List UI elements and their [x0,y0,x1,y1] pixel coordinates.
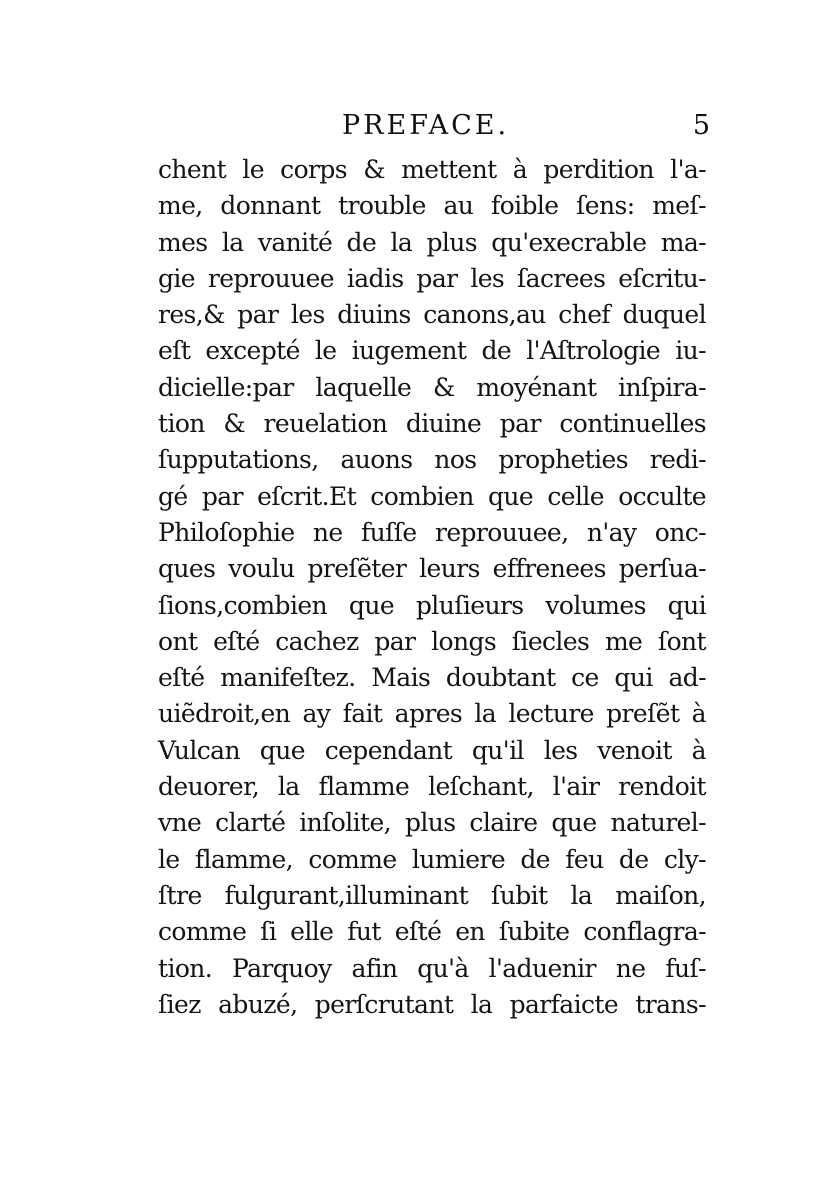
text-line: tion & reuelation diuine par continuelles [158,409,706,439]
text-line: Vulcan que cependant qu'il les venoit à [158,735,706,765]
text-line: gé par eſcrit.Et combien que celle occulte [158,481,706,511]
body-text [158,152,706,1023]
text-line: Philoſophie ne fuſſe reprouuee, n'ay onc- [158,517,706,547]
text-line: uiẽdroit,en ay fait apres la lecture preſẽt à [158,699,706,729]
text-line: tion. Parquoy afin qu'à l'aduenir ne fuſ- [158,953,706,983]
text-line: comme ſi elle fut eſté en ſubite conflagra- [158,917,706,947]
text-line: le flamme, comme lumiere de feu de cly- [158,844,706,874]
running-head: PREFACE. [342,110,510,141]
page-number: 5 [692,110,710,141]
text-line: chent le corps & mettent à perdition l'a- [158,155,706,184]
page-header [150,108,710,150]
text-line: mes la vanité de la plus qu'execrable ma- [158,227,706,257]
text-line: eſté manifeſtez. Mais doubtant ce qui ad- [158,663,706,693]
text-line: ſupputations, auons nos propheties redi- [158,445,706,475]
text-line: dicielle:par laquelle & moyénant inſpira- [158,372,706,402]
text-line: me, donnant trouble au foible ſens: meſ- [158,191,706,221]
text-line: ont eſté cachez par longs ſiecles me ſont [158,626,706,656]
text-line: ſiez abuzé, perſcrutant la parfaicte trans- [158,989,706,1019]
text-line: res,& par les diuins canons,au chef duquel [158,300,706,330]
text-line: gie reprouuee iadis par les ſacrees eſcritu- [158,263,706,293]
text-line: ſions,combien que pluſieurs volumes qui [158,590,706,620]
text-line: vne clarté inſolite, plus claire que naturel- [158,808,706,838]
text-line: eſt excepté le iugement de l'Aſtrologie iu- [158,336,706,366]
text-line: ſtre fulgurant,illuminant ſubit la maiſon, [158,880,706,910]
text-line: ques voulu preſẽter leurs effrenees perſua- [158,554,706,584]
text-line: deuorer, la flamme leſchant, l'air rendoit [158,772,706,802]
